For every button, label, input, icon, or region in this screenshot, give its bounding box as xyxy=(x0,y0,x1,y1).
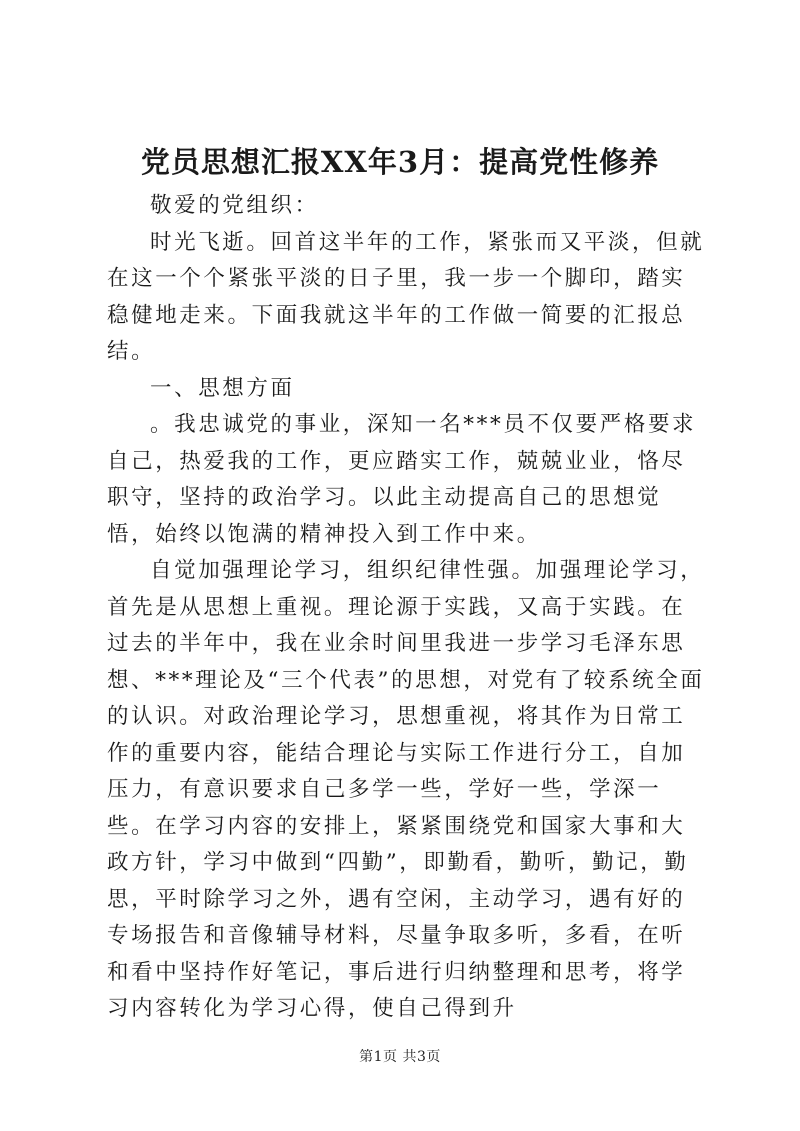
page-footer: 第1页 共3页 xyxy=(359,1049,441,1065)
document-title: 党员思想汇报XX年3月：提高党性修养 xyxy=(140,145,660,179)
salutation: 敬爱的党组织： xyxy=(150,193,319,218)
body-paragraph: 时光飞逝。回首这半年的工作，紧张而又平淡，但就在这一个个紧张平淡的日子里，我一步一个脚印，踏实稳健地走来。下面我就这半年的工作做一简要的汇报总结。 xyxy=(107,229,705,364)
body-paragraph: 。我忠诚党的事业，深知一名***员不仅要严格要求自己，热爱我的工作，更应踏实工作，兢兢业业，恪尽职守，坚持的政治学习。以此主动提高自己的思想觉悟，始终以饱满的精神投入到工作中来。 xyxy=(107,412,697,547)
section-heading: 一、思想方面 xyxy=(150,375,295,401)
body-paragraph: 自觉加强理论学习，组织纪律性强。加强理论学习，首先是从思想上重视。理论源于实践，又高于实践。在过去的半年中，我在业余时间里我进一步学习毛泽东思想、***理论及“三个代表”的思想，对党有了较系统全面的认识。对政治理论学习，思想重视，将其作为日常工作的重要内容，能结合理论与实际工作进行分工，自加压力，有意识要求自己多学一些，学好一些，学深一些。在学习内容的安排上，紧紧围绕党和国家大事和大政方针，学习中做到“四勤”，即勤看，勤听，勤记，勤思，平时除学习之外，遇有空闲，主动学习，遇有好的专场报告和音像辅导材料，尽量争取多听，多看，在听和看中坚持作好笔记，事后进行归纳整理和思考，将学习内容转化为学习心得，使自己得到升 xyxy=(107,558,705,1021)
document-body xyxy=(107,188,707,1028)
